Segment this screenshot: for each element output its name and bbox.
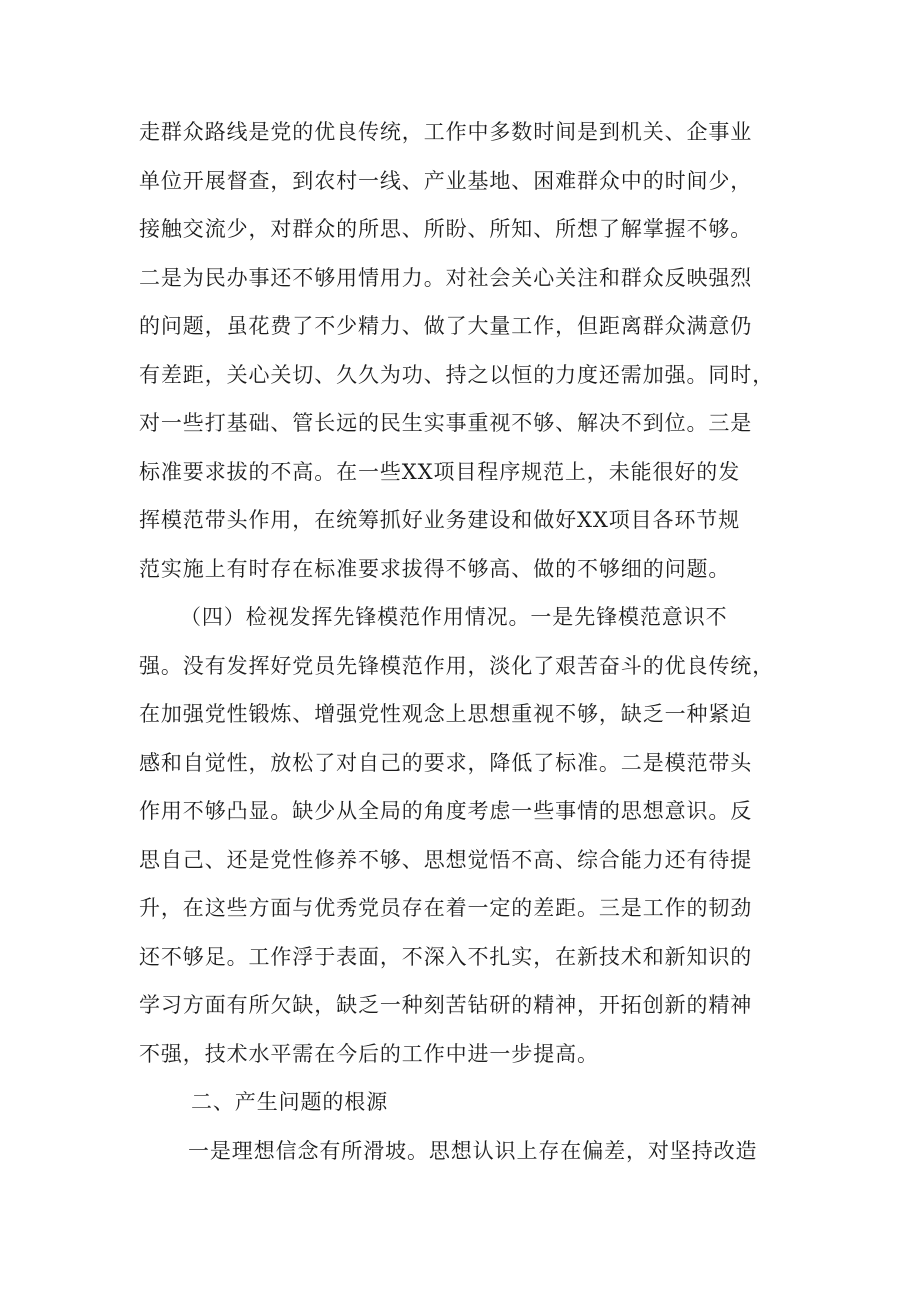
text-line: 一是理想信念有所滑坡。思想认识上存在偏差，对坚持改造 xyxy=(188,1138,758,1163)
text-line: 作用不够凸显。缺少从全局的角度考虑一些事情的思想意识。反 xyxy=(139,799,753,823)
text-line: 二是为民办事还不够用情用力。对社会关心关注和群众反映强烈 xyxy=(139,265,753,290)
text-line: 范实施上有时存在标准要求拔得不够高、做的不够细的问题。 xyxy=(139,556,731,581)
section-heading-four: （四）检视发挥先锋模范作用情况。一是先锋模范意识不 xyxy=(180,605,728,629)
section-heading-two: 二、产生问题的根源 xyxy=(191,1090,389,1114)
text-line: 标准要求拔的不高。在一些XX项目程序规范上，未能很好的发 xyxy=(139,459,741,484)
text-line: 走群众路线是党的优良传统，工作中多数时间是到机关、企事业 xyxy=(139,120,753,144)
text-line: 还不够足。工作浮于表面，不深入不扎实，在新技术和新知识的 xyxy=(139,944,753,969)
text-line: 不强，技术水平需在今后的工作中进一步提高。 xyxy=(139,1041,599,1066)
text-line: 的问题，虽花费了不少精力、做了大量工作，但距离群众满意仍 xyxy=(139,314,753,338)
text-line: 单位开展督查，到农村一线、产业基地、困难群众中的时间少， xyxy=(139,168,753,193)
text-line: 接触交流少，对群众的所思、所盼、所知、所想了解掌握不够。 xyxy=(139,217,753,241)
text-line: 感和自觉性，放松了对自己的要求，降低了标准。二是模范带头 xyxy=(139,750,753,775)
text-line: 强。没有发挥好党员先锋模范作用，淡化了艰苦奋斗的优良传统， xyxy=(139,653,775,678)
text-line: 对一些打基础、管长远的民生实事重视不够、解决不到位。三是 xyxy=(139,411,753,435)
text-line: 在加强党性锻炼、增强党性观念上思想重视不够，缺乏一种紧迫 xyxy=(139,702,753,726)
text-line: 学习方面有所欠缺，缺乏一种刻苦钻研的精神，开拓创新的精神 xyxy=(139,993,753,1017)
text-line: 思自己、还是党性修养不够、思想觉悟不高、综合能力还有待提 xyxy=(139,847,753,872)
document-body xyxy=(139,108,799,1175)
text-line: 升，在这些方面与优秀党员存在着一定的差距。三是工作的韧劲 xyxy=(139,896,753,920)
text-line: 有差距，关心关切、久久为功、持之以恒的力度还需加强。同时， xyxy=(139,362,775,387)
text-line: 挥模范带头作用，在统筹抓好业务建设和做好XX项目各环节规 xyxy=(139,508,741,532)
